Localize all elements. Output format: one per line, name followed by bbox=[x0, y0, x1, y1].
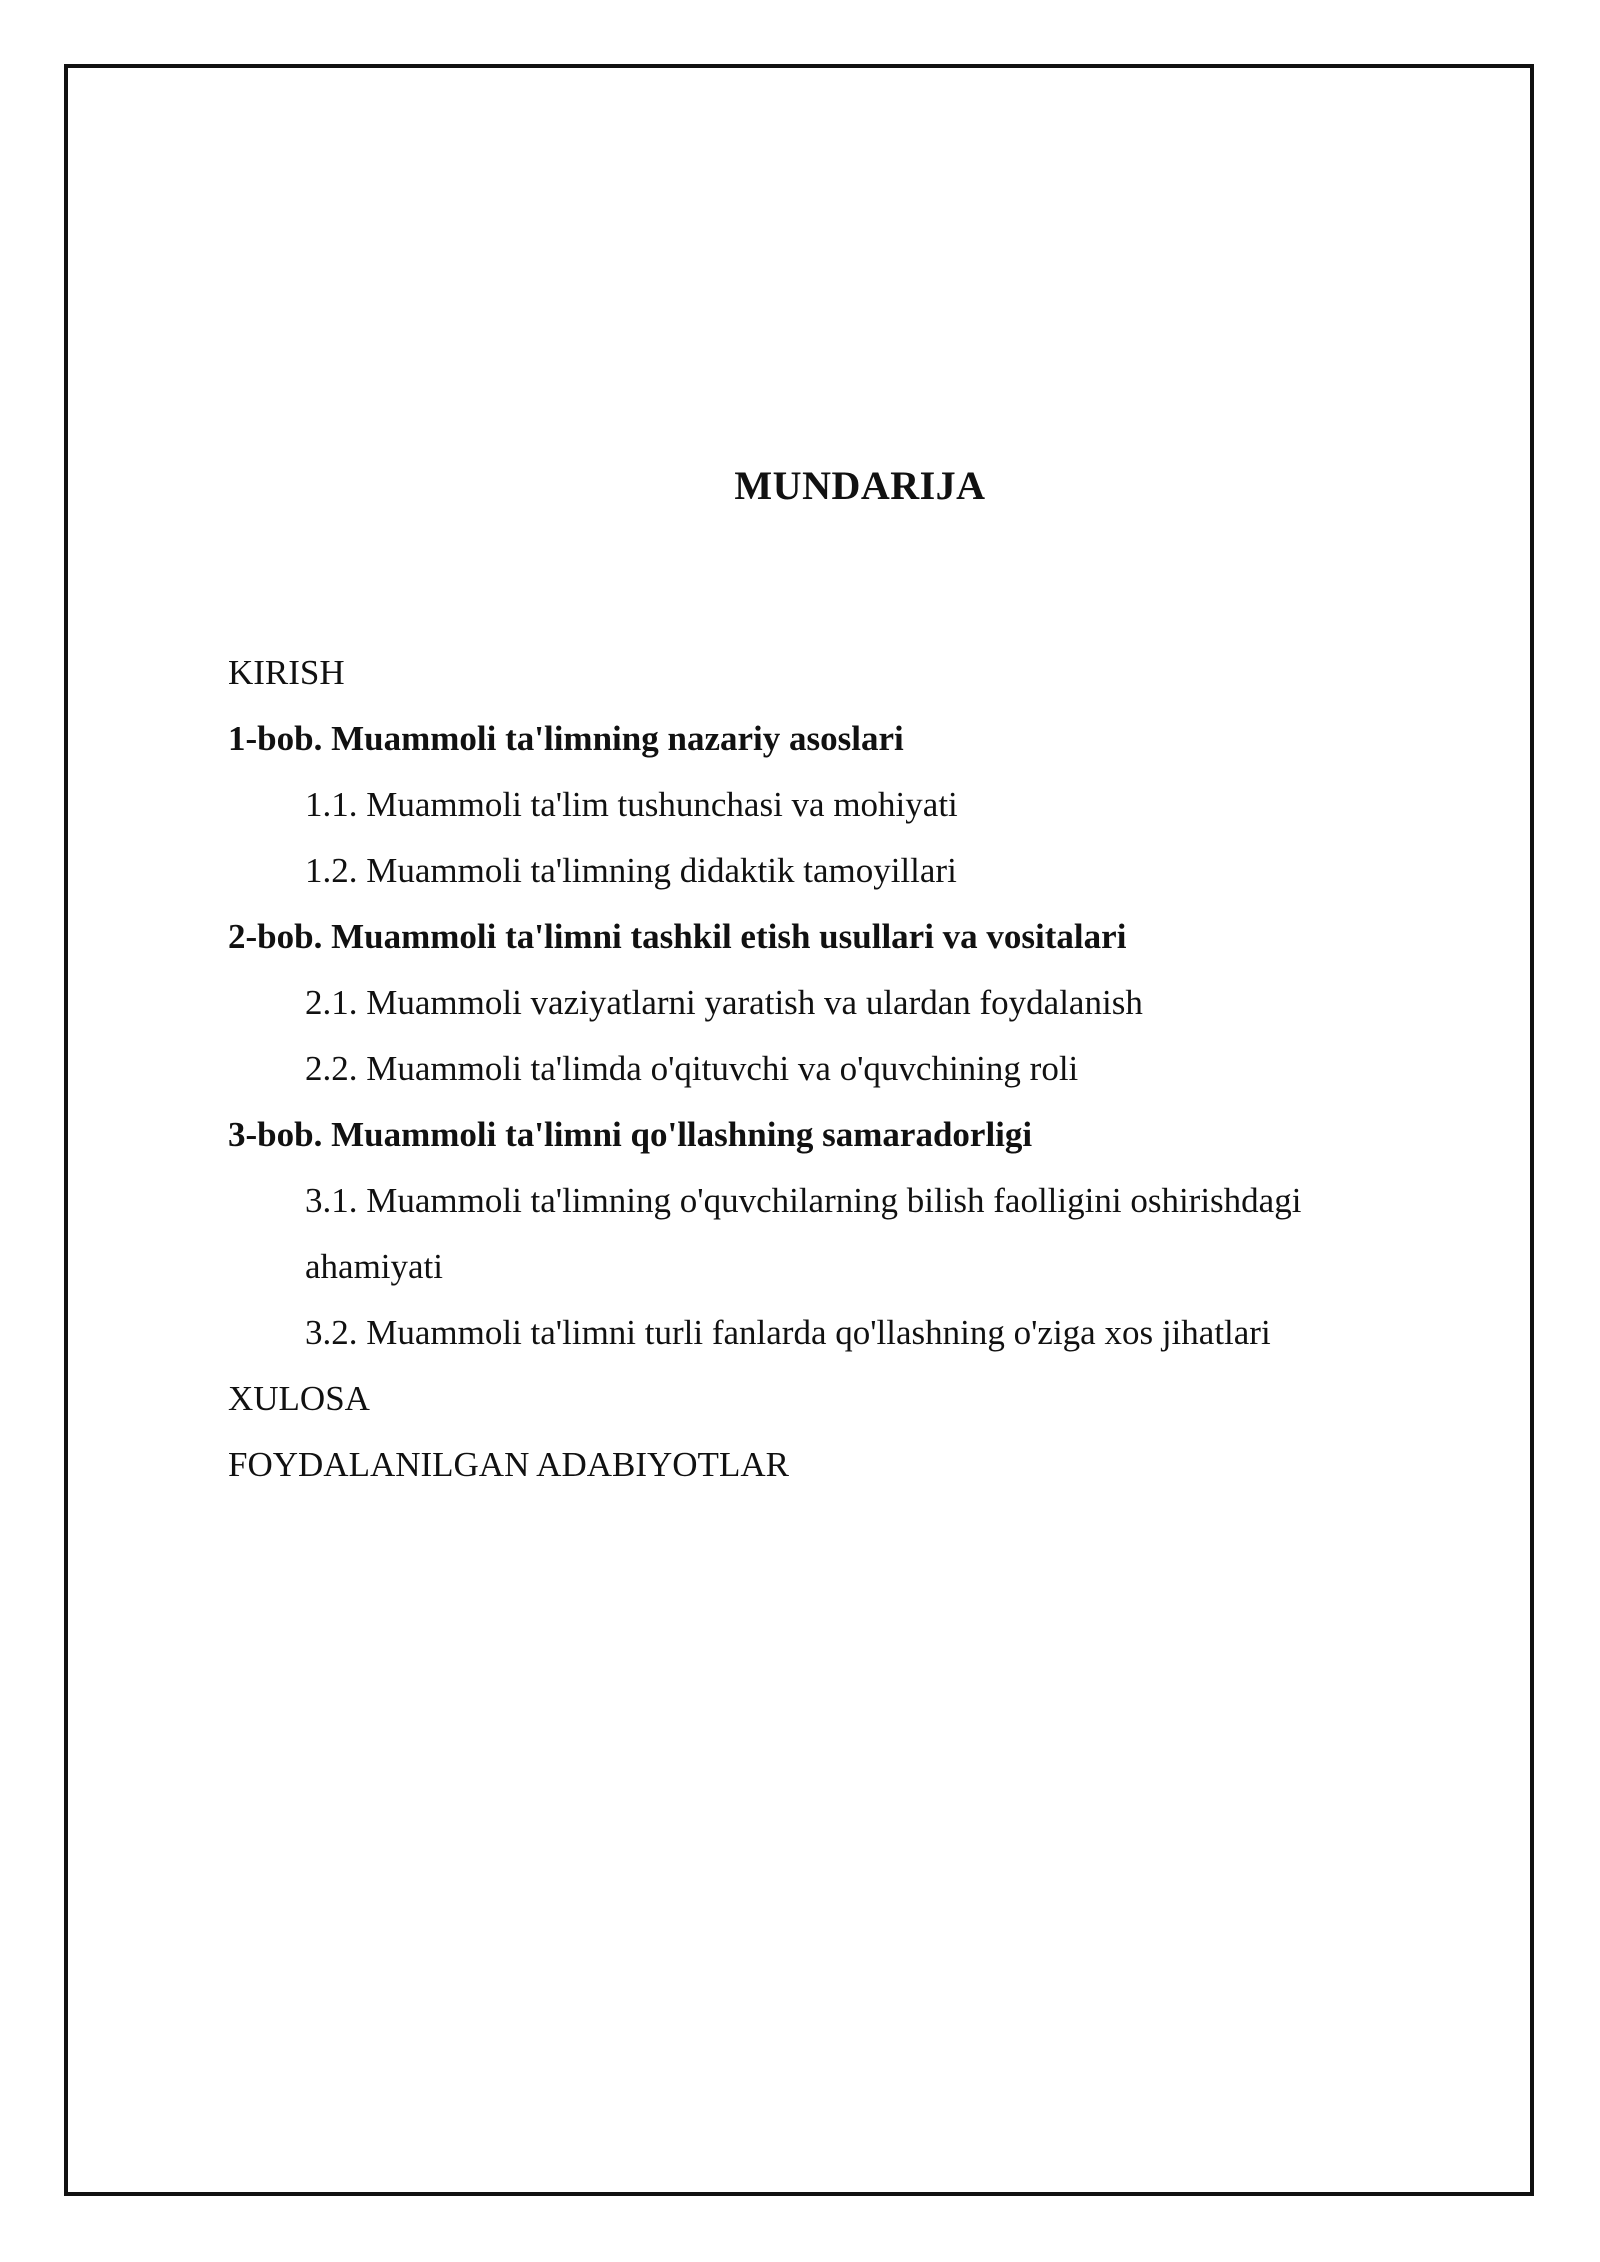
toc-chapter-3: 3-bob. Muammoli ta'limni qo'llashning samaradorligi bbox=[228, 1115, 1033, 1154]
toc-chapter-2: 2-bob. Muammoli ta'limni tashkil etish usullari va vositalari bbox=[228, 917, 1127, 956]
toc-section-3-1: 3.1. Muammoli ta'limning o'quvchilarning bilish faolligini oshirishdagi ahamiyati bbox=[305, 1181, 1302, 1286]
toc-entry-conclusion: XULOSA bbox=[228, 1379, 370, 1418]
toc-section-1-2: 1.2. Muammoli ta'limning didaktik tamoyillari bbox=[305, 851, 957, 890]
toc-entry-references: FOYDALANILGAN ADABIYOTLAR bbox=[228, 1445, 789, 1484]
table-of-contents bbox=[228, 640, 1408, 1498]
toc-section-1-1: 1.1. Muammoli ta'lim tushunchasi va mohiyati bbox=[305, 785, 958, 824]
toc-section-2-2: 2.2. Muammoli ta'limda o'qituvchi va o'quvchining roli bbox=[305, 1049, 1079, 1088]
page-title: MUNDARIJA bbox=[734, 463, 986, 508]
toc-section-3-2: 3.2. Muammoli ta'limni turli fanlarda qo'llashning o'ziga xos jihatlari bbox=[305, 1313, 1271, 1352]
toc-chapter-1: 1-bob. Muammoli ta'limning nazariy asoslari bbox=[228, 719, 904, 758]
toc-entry-introduction: KIRISH bbox=[228, 653, 345, 692]
toc-section-2-1: 2.1. Muammoli vaziyatlarni yaratish va ulardan foydalanish bbox=[305, 983, 1143, 1022]
